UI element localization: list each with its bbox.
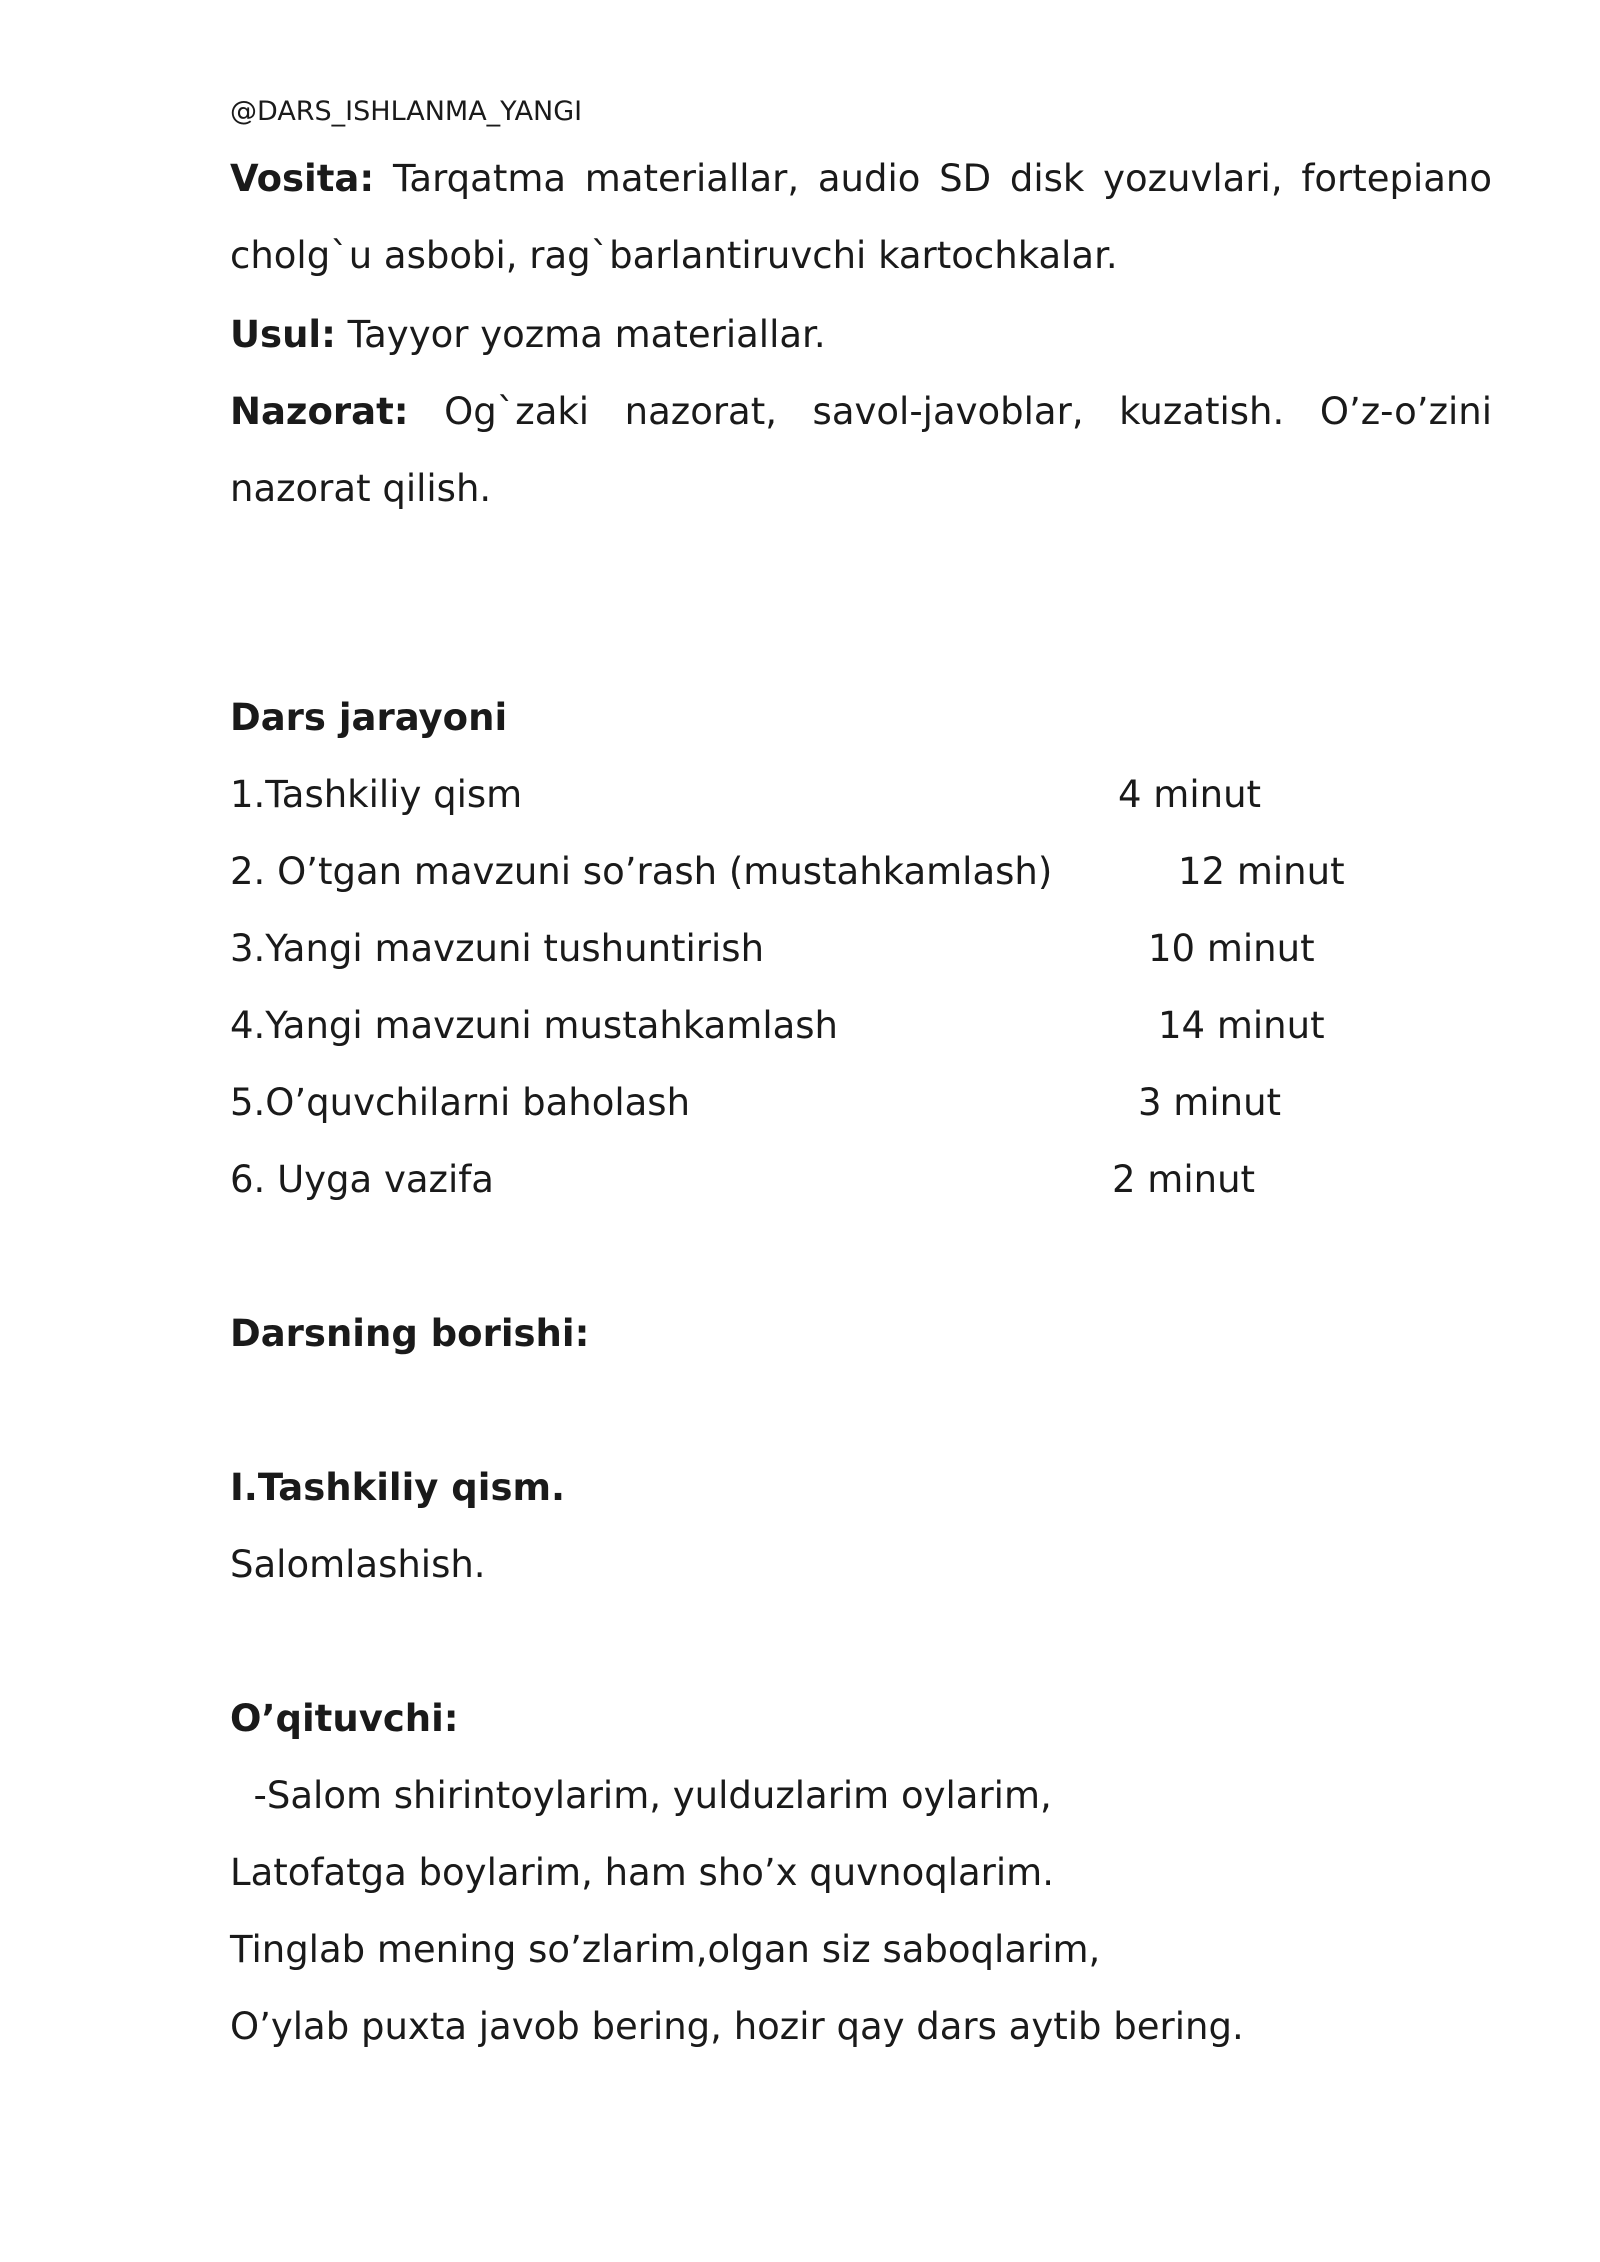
step-duration: 10 minut (1148, 927, 1315, 970)
greeting-text: Salomlashish. (230, 1543, 486, 1586)
nazorat-label: Nazorat: (230, 390, 409, 433)
usul-text: Tayyor yozma materiallar. (347, 313, 826, 356)
vosita-label: Vosita: (230, 157, 375, 200)
step-name: 4.Yangi mavzuni mustahkamlash (230, 1004, 839, 1047)
nazorat-paragraph (230, 373, 1492, 527)
step-duration: 3 minut (1138, 1081, 1282, 1124)
step-name: 5.O’quvchilarni baholash (230, 1081, 691, 1124)
step-duration: 4 minut (1118, 773, 1262, 816)
usul-paragraph (230, 296, 1492, 373)
nazorat-text: Og`zaki nazorat, savol-javoblar, kuzatish. O’z-o’zini nazorat qilish. (230, 390, 1492, 510)
poem-line: O’ylab puxta javob bering, hozir qay dars aytib bering. (230, 2005, 1244, 2048)
vosita-paragraph (230, 140, 1492, 294)
poem-line: -Salom shirintoylarim, yulduzlarim oylarim, (230, 1774, 1052, 1817)
dars-jarayoni-heading: Dars jarayoni (230, 696, 508, 739)
step-name: 3.Yangi mavzuni tushuntirish (230, 927, 765, 970)
vosita-text: Tarqatma materiallar, audio SD disk yozuvlari, fortepiano cholg`u asbobi, rag`barlantiruvchi kartochkalar. (230, 157, 1492, 277)
step-name: 2. O’tgan mavzuni so’rash (mustahkamlash) (230, 850, 1053, 893)
section-1-heading: I.Tashkiliy qism. (230, 1466, 566, 1509)
step-duration: 14 minut (1158, 1004, 1325, 1047)
step-name: 1.Tashkiliy qism (230, 773, 523, 816)
poem-line: Tinglab mening so’zlarim,olgan siz saboqlarim, (230, 1928, 1101, 1971)
step-duration: 12 minut (1178, 850, 1345, 893)
poem-line: Latofatga boylarim, ham sho’x quvnoqlarim. (230, 1851, 1054, 1894)
usul-label: Usul: (230, 313, 336, 356)
header-tag: @DARS_ISHLANMA_YANGI (230, 96, 583, 127)
step-name: 6. Uyga vazifa (230, 1158, 494, 1201)
step-duration: 2 minut (1112, 1158, 1256, 1201)
teacher-label: O’qituvchi: (230, 1697, 459, 1740)
darsning-borishi-heading: Darsning borishi: (230, 1312, 590, 1355)
